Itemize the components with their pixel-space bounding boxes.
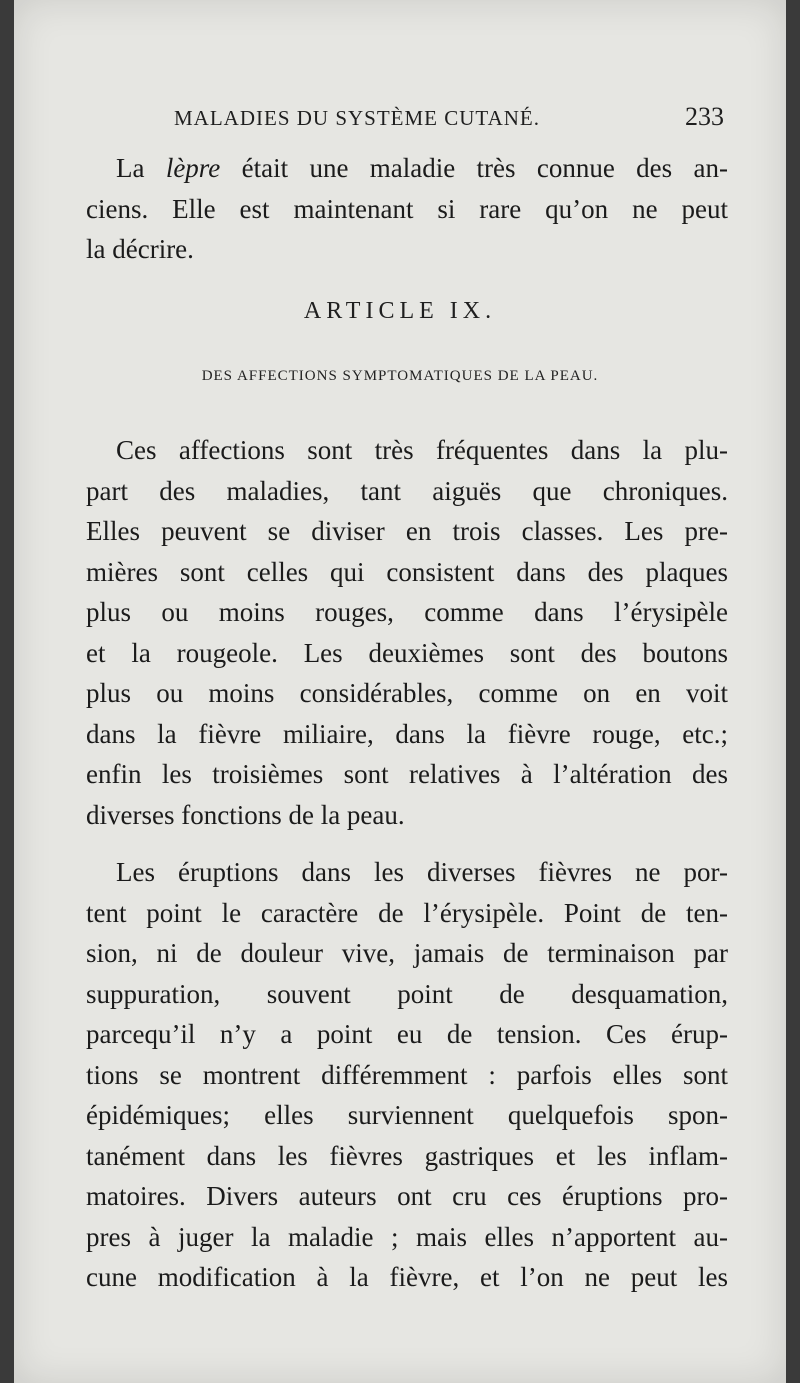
text-line: épidémiques; elles surviennent quelquefois spon- (86, 1100, 728, 1130)
text-line: ciens. Elle est maintenant si rare qu’on ne peut (86, 193, 728, 224)
text-line: dans la fièvre miliaire, dans la fièvre rouge, etc.; (86, 718, 728, 749)
page-number: 233 (685, 102, 724, 131)
text-line: pres à juger la maladie ; mais elles n’apportent au- (86, 1221, 728, 1252)
text-line: plus ou moins rouges, comme dans l’érysipèle (86, 597, 728, 627)
text-line: la décrire. (86, 234, 194, 264)
text-line: cune modification à la fièvre, et l’on ne peut les (86, 1262, 728, 1292)
text-line: Ces affections sont très fréquentes dans la plu- (116, 435, 728, 465)
text-line: plus ou moins considérables, comme on en voit (86, 678, 728, 708)
lepre-paragraph (86, 148, 728, 270)
text-line: Elles peuvent se diviser en trois classes. Les pre- (86, 516, 728, 546)
text-line: tions se montrent différemment : parfois elles sont (86, 1059, 728, 1090)
text-line: matoires. Divers auteurs ont cru ces éruptions pro- (86, 1181, 728, 1211)
text-line: sion, ni de douleur vive, jamais de terminaison par (86, 938, 728, 968)
running-head: MALADIES DU SYSTÈME CUTANÉ. (174, 106, 540, 130)
text-line: suppuration, souvent point de desquamation, (86, 978, 728, 1009)
text-line: La lèpre était une maladie très connue des an- (116, 153, 728, 183)
text-line: parcequ’il n’y a point eu de tension. Ces érup- (86, 1019, 728, 1049)
text-line: tanément dans les fièvres gastriques et les inflam- (86, 1140, 728, 1171)
paragraph-affections (86, 430, 728, 835)
text-line: tent point le caractère de l’érysipèle. Point de ten- (86, 897, 728, 928)
article-heading: ARTICLE IX. (303, 298, 497, 324)
section-heading: DES AFFECTIONS SYMPTOMATIQUES DE LA PEAU. (201, 368, 599, 384)
text-line: part des maladies, tant aiguës que chroniques. (86, 475, 728, 506)
text-line: diverses fonctions de la peau. (86, 799, 405, 830)
book-page (14, 0, 786, 1383)
text-line: Les éruptions dans les diverses fièvres ne por- (116, 857, 728, 887)
paragraph-eruptions (86, 852, 728, 1298)
text-line: mières sont celles qui consistent dans des plaques (86, 556, 728, 587)
text-line: enfin les troisièmes sont relatives à l’altération des (86, 759, 728, 789)
text-line: et la rougeole. Les deuxièmes sont des boutons (86, 637, 728, 668)
emphasis-lepre: lèpre (165, 153, 221, 183)
page-header (174, 102, 724, 138)
